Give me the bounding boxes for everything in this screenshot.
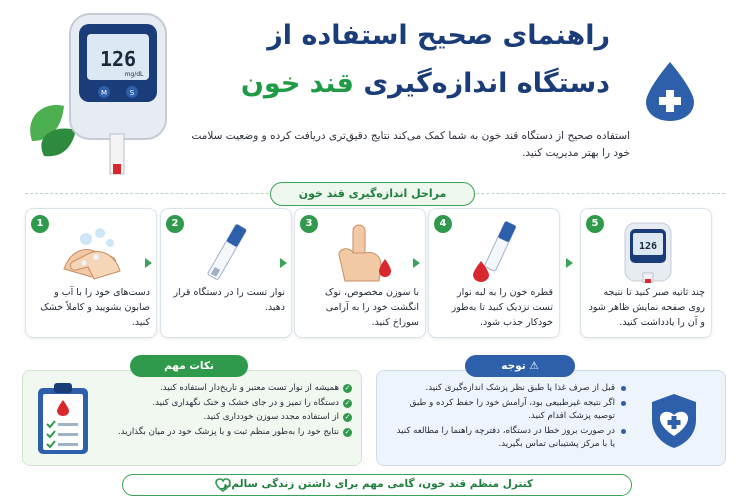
step-number: 2	[166, 215, 184, 233]
notes-title: ⚠ توجه	[465, 355, 575, 377]
notes-list	[392, 382, 628, 453]
meter-button-s: S	[129, 89, 135, 97]
glucose-meter-illustration	[24, 6, 184, 181]
arrow-right-icon	[280, 258, 287, 268]
page-title-accent: قند خون	[240, 68, 354, 99]
finger-prick-icon	[325, 221, 397, 283]
note-item: قبل از صرف غذا یا طبق نظر پزشک اندازه‌گیری کنید.	[392, 382, 628, 396]
page-title-prefix: دستگاه اندازه‌گیری	[363, 68, 610, 99]
header	[0, 0, 750, 170]
arrow-right-icon	[145, 258, 152, 268]
shield-heart-icon	[648, 392, 700, 450]
step-description: قطره خون را به لبه نوار تست نزدیک کنید تا به‌طور خودکار جذب شود.	[451, 287, 553, 328]
check-icon: ✓	[344, 413, 351, 421]
warning-icon: ⚠	[525, 360, 539, 372]
tips-list	[100, 382, 352, 440]
meter-result-icon	[611, 221, 683, 283]
blood-drop-plus-icon	[640, 60, 700, 122]
meter-button-m: M	[100, 89, 108, 97]
test-strip-icon	[191, 221, 263, 283]
check-icon: ✓	[344, 427, 351, 436]
arrow-right-icon	[566, 258, 573, 268]
check-icon: ✓	[344, 398, 351, 407]
page-title-line-1: راهنمای صحیح استفاده از	[267, 20, 610, 51]
heart-icon	[215, 478, 231, 492]
tip-item: ✓ دستگاه را تمیز و در جای خشک و خنک نگهداری کنید.	[152, 397, 351, 408]
step-card-2	[160, 208, 292, 338]
tip-item: ✓ همیشه از نوار تست معتبر و تاریخ‌دار استفاده کنید.	[160, 383, 351, 393]
arrow-right-icon	[413, 258, 420, 268]
step-card-3	[294, 208, 426, 338]
step-card-4	[428, 208, 560, 338]
hand-washing-icon	[56, 221, 128, 283]
check-icon: ✓	[344, 384, 351, 392]
bullet-icon	[621, 401, 626, 406]
step-card-1	[25, 208, 157, 338]
tips-title: نکات مهم	[130, 355, 248, 377]
blood-strip-icon	[459, 221, 531, 283]
clipboard-icon	[34, 380, 92, 456]
step-number: 5	[586, 215, 604, 233]
footer-banner: کنترل منظم قند خون، گامی مهم برای داشتن زندگی سالم‌تر	[122, 474, 632, 496]
step-number: 1	[31, 215, 49, 233]
meter-unit: mg/dL	[124, 71, 144, 78]
tip-item: ✓ از استفاده مجدد سوزن خودداری کنید.	[203, 412, 351, 422]
intro-text: استفاده صحیح از دستگاه قند خون به شما کمک می‌کند نتایج دقیق‌تری دریافت کرده و وضعیت سلامت خود را بهتر مدیریت کنید.	[191, 130, 630, 159]
step-description: نوار تست را در دستگاه قرار دهید.	[173, 287, 285, 313]
steps-section-title: مراحل اندازه‌گیری قند خون	[270, 182, 475, 206]
step-number: 4	[434, 215, 452, 233]
note-item: اگر نتیجه غیرطبیعی بود، آرامش خود را حفظ کرده و طبق توصیه پزشک اقدام کنید.	[392, 397, 628, 424]
tip-item: ✓ نتایج خود را به‌طور منظم ثبت و با پزشک خود در میان بگذارید.	[118, 426, 351, 437]
step-number: 3	[300, 215, 318, 233]
meter-result-reading: 126	[638, 241, 658, 252]
step-description: با سوزن مخصوص، نوک انگشت خود را به آرامی سوراخ کنید.	[324, 287, 419, 328]
step-description: چند ثانیه صبر کنید تا نتیجه روی صفحه نمایش ظاهر شود و آن را یادداشت کنید.	[588, 287, 705, 328]
page-title-line-2	[190, 68, 610, 99]
bullet-icon	[621, 429, 626, 434]
step-description: دست‌های خود را با آب و صابون بشویید و کاملاً خشک کنید.	[40, 287, 150, 328]
meter-reading: 126	[99, 47, 137, 71]
step-card-5	[580, 208, 712, 338]
bullet-icon	[621, 386, 626, 391]
note-item: در صورت بروز خطا در دستگاه، دفترچه راهنما را مطالعه کنید یا با مرکز پشتیبانی تماس بگیرید.	[392, 425, 628, 452]
